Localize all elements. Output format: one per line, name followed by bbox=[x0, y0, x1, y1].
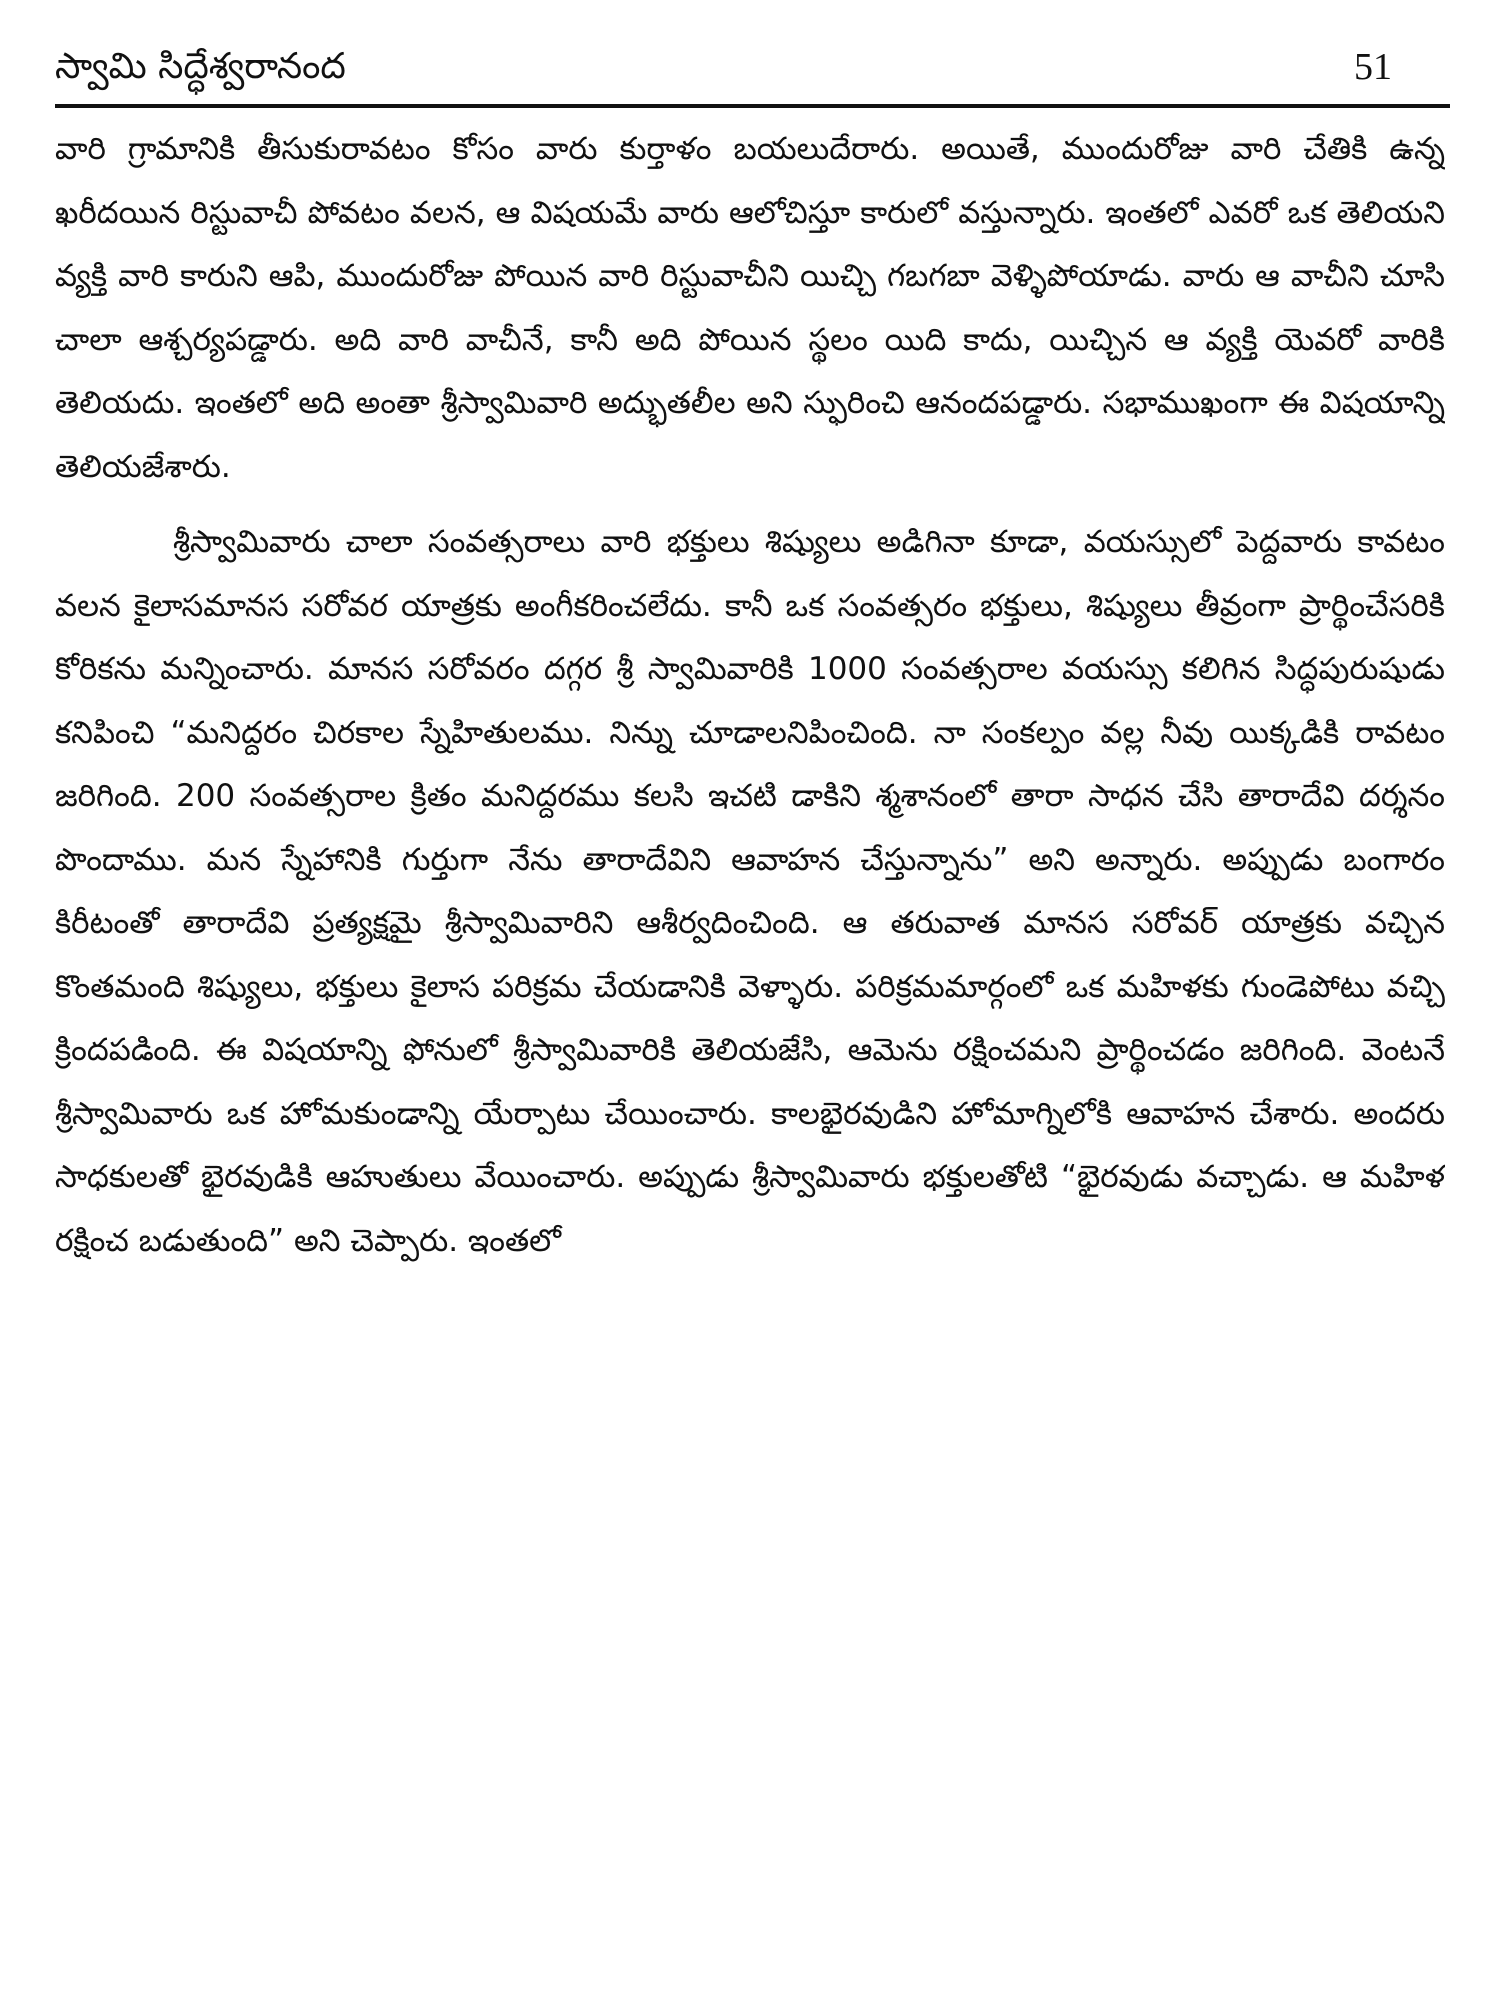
page-header bbox=[55, 36, 1450, 98]
page-number: 51 bbox=[1354, 46, 1392, 88]
header-rule bbox=[55, 104, 1450, 108]
body-text bbox=[55, 118, 1445, 1978]
running-title: స్వామి సిద్ధేశ్వరానంద bbox=[55, 46, 346, 87]
paragraph: శ్రీస్వామివారు చాలా సంవత్సరాలు వారి భక్తులు శిష్యులు అడిగినా కూడా, వయస్సులో పెద్దవారు కావటం వలన కైలాసమానస సరోవర యాత్రకు అంగీకరించలేదు. కానీ ఒక సంవత్సరం భక్తులు, శిష్యులు తీవ్రంగా ప్రార్థించేసరికి కోరికను మన్నించారు. మానస సరోవరం దగ్గర శ్రీ స్వామివారికి 1000 సంవత్సరాల వయస్సు కలిగిన సిద్ధపురుషుడు కనిపించి “మనిద్దరం చిరకాల స్నేహితులము. నిన్ను చూడాలనిపించింది. నా సంకల్పం వల్ల నీవు యిక్కడికి రావటం జరిగింది. 200 సంవత్సరాల క్రితం మనిద్దరము కలసి ఇచటి డాకిని శ్మశానంలో తారా సాధన చేసి తారాదేవి దర్శనం పొందాము. మన స్నేహానికి గుర్తుగా నేను తారాదేవిని ఆవాహన చేస్తున్నాను” అని అన్నారు. అప్పుడు బంగారం కిరీటంతో తారాదేవి ప్రత్యక్షమై శ్రీస్వామివారిని ఆశీర్వదించింది. ఆ తరువాత మానస సరోవర్ యాత్రకు వచ్చిన కొంతమంది శిష్యులు, భక్తులు కైలాస పరిక్రమ చేయడానికి వెళ్ళారు. పరిక్రమమార్గంలో ఒక మహిళకు గుండెపోటు వచ్చి క్రిందపడింది. ఈ విషయాన్ని ఫోనులో శ్రీస్వామివారికి తెలియజేసి, ఆమెను రక్షించమని ప్రార్థించడం జరిగింది. వెంటనే శ్రీస్వామివారు ఒక హోమకుండాన్ని యేర్పాటు చేయించారు. కాలభైరవుడిని హోమాగ్నిలోకి ఆవాహన చేశారు. అందరు సాధకులతో భైరవుడికి ఆహుతులు వేయించారు. అప్పుడు శ్రీస్వామివారు భక్తులతోటి “భైరవుడు వచ్చాడు. ఆ మహిళ రక్షించ బడుతుంది” అని చెప్పారు. ఇంతలో bbox=[55, 524, 1445, 1259]
paragraph: వారి గ్రామానికి తీసుకురావటం కోసం వారు కుర్తాళం బయలుదేరారు. అయితే, ముందురోజు వారి చేతికి ఉన్న ఖరీదయిన రిస్టువాచీ పోవటం వలన, ఆ విషయమే వారు ఆలోచిస్తూ కారులో వస్తున్నారు. ఇంతలో ఎవరో ఒక తెలియని వ్యక్తి వారి కారుని ఆపి, ముందురోజు పోయిన వారి రిస్టువాచీని యిచ్చి గబగబా వెళ్ళిపోయాడు. వారు ఆ వాచీని చూసి చాలా ఆశ్చర్యపడ్డారు. అది వారి వాచీనే, కానీ అది పోయిన స్థలం యిది కాదు, యిచ్చిన ఆ వ్యక్తి యెవరో వారికి తెలియదు. ఇంతలో అది అంతా శ్రీస్వామివారి అద్భుతలీల అని స్ఫురించి ఆనందపడ్డారు. సభాముఖంగా ఈ విషయాన్ని తెలియజేశారు. bbox=[55, 131, 1445, 485]
